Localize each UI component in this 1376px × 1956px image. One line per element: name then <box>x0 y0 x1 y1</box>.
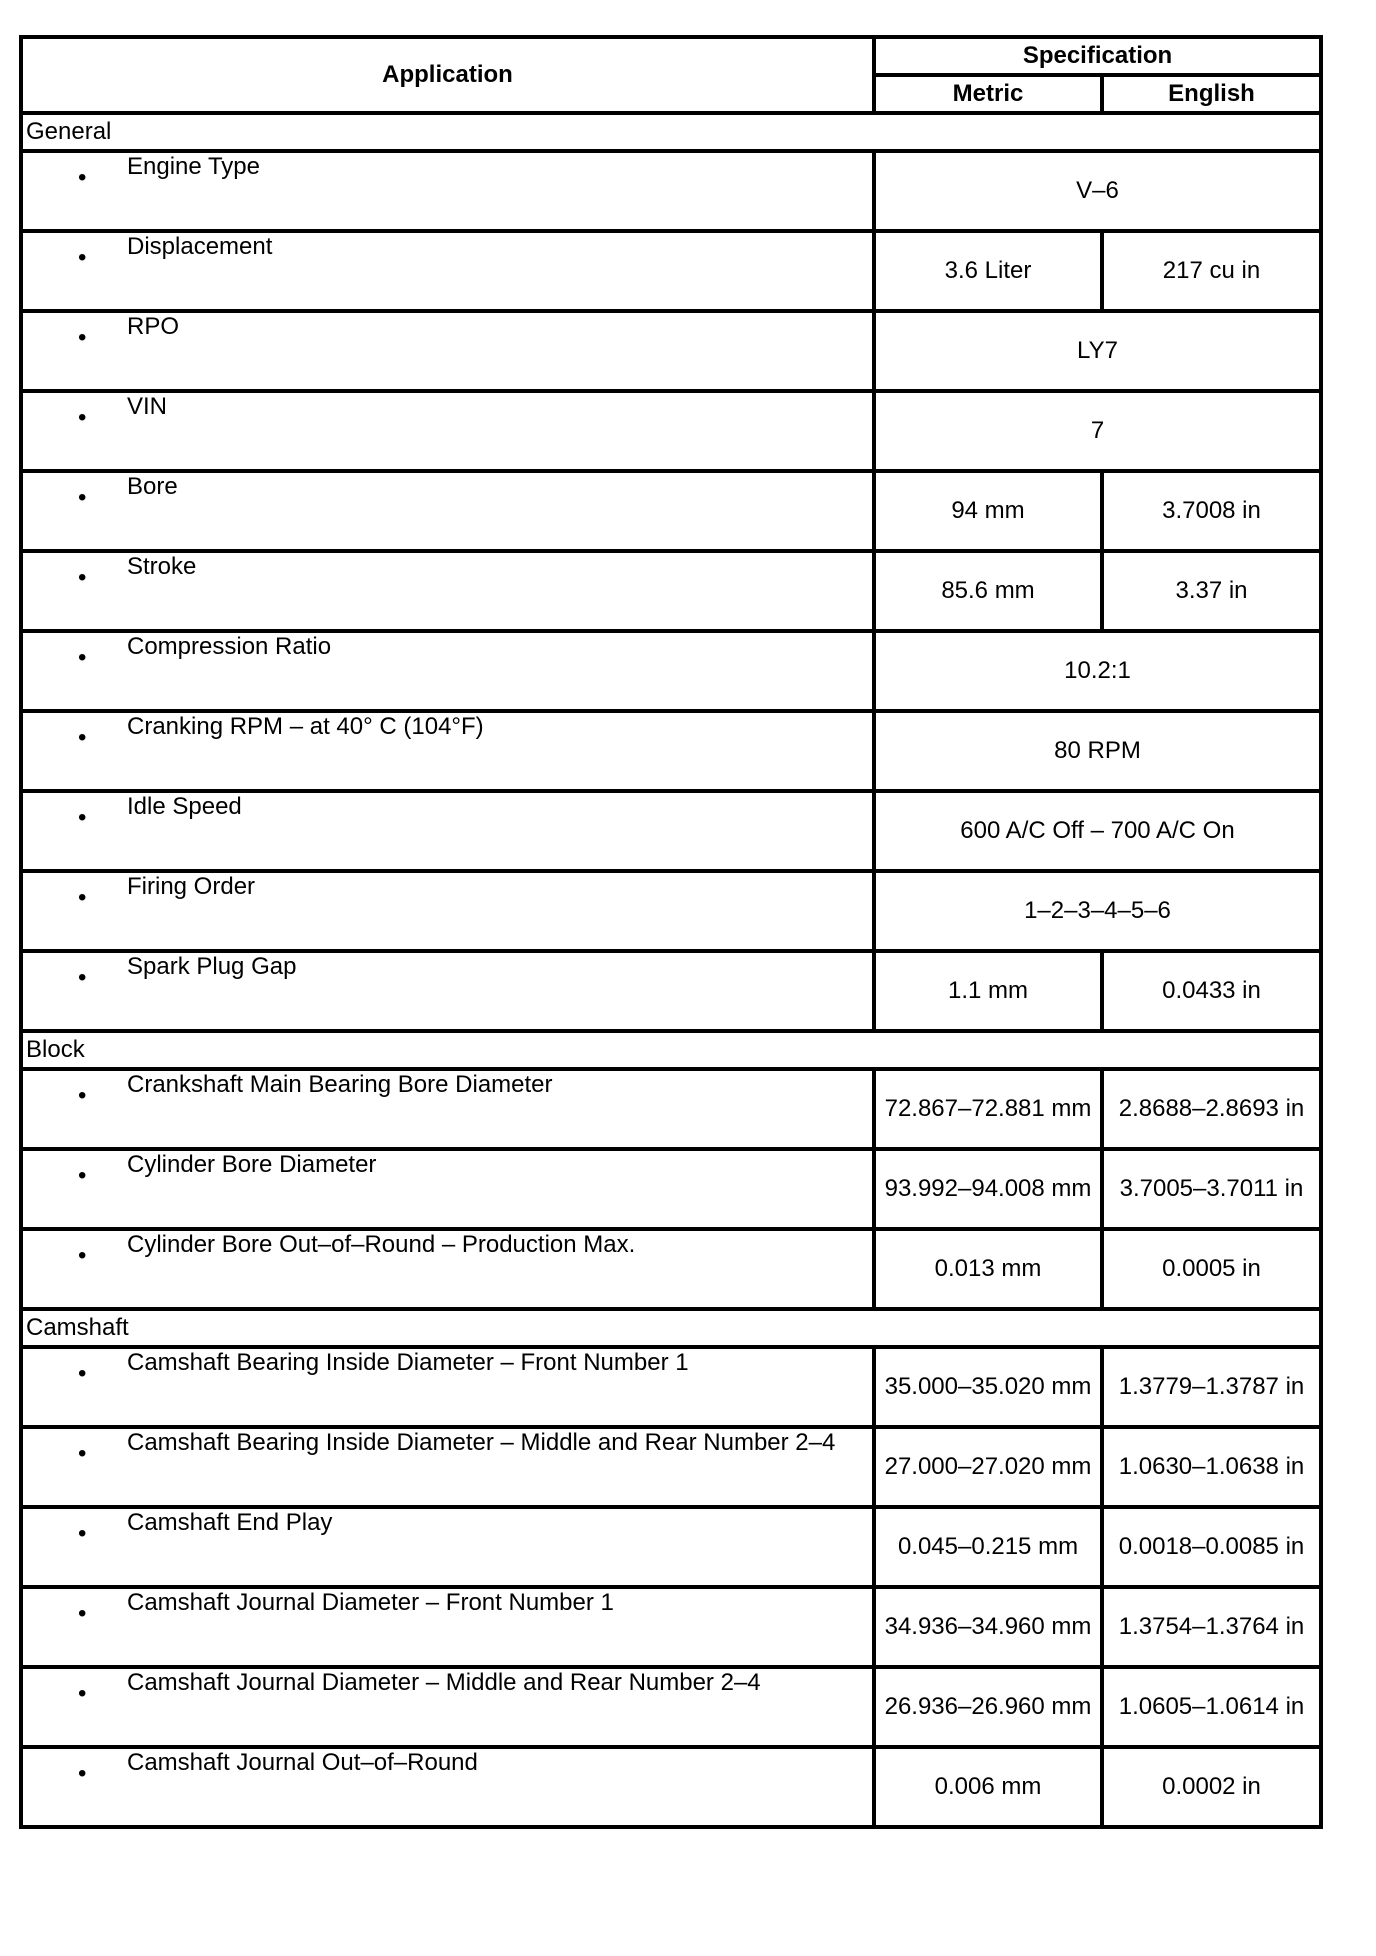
application-cell <box>21 391 874 471</box>
application-cell <box>21 1347 874 1427</box>
application-cell <box>21 951 874 1031</box>
metric-value: 93.992–94.008 mm <box>874 1149 1102 1229</box>
bullet-icon: • <box>78 484 87 511</box>
bullet-icon: • <box>78 964 87 991</box>
bullet-icon: • <box>78 564 87 591</box>
table-row <box>21 311 1321 391</box>
bullet-icon: • <box>78 244 87 271</box>
english-header: English <box>1102 75 1321 113</box>
application-cell <box>21 1229 874 1309</box>
bullet-icon: • <box>78 1242 87 1269</box>
english-value: 0.0018–0.0085 in <box>1102 1507 1321 1587</box>
bullet-icon: • <box>78 1440 87 1467</box>
application-label: Camshaft Bearing Inside Diameter – Middle and Rear Number 2–4 <box>127 1429 836 1456</box>
english-value: 2.8688–2.8693 in <box>1102 1069 1321 1149</box>
english-value: 3.7008 in <box>1102 471 1321 551</box>
application-label: Displacement <box>127 233 273 260</box>
english-value: 1.0605–1.0614 in <box>1102 1667 1321 1747</box>
application-label: VIN <box>127 393 168 420</box>
bullet-icon: • <box>78 804 87 831</box>
application-cell <box>21 791 874 871</box>
bullet-icon: • <box>78 1760 87 1787</box>
application-label: Camshaft Journal Diameter – Middle and Rear Number 2–4 <box>127 1669 761 1696</box>
metric-value: 72.867–72.881 mm <box>874 1069 1102 1149</box>
application-label: Camshaft Bearing Inside Diameter – Front Number 1 <box>127 1349 689 1376</box>
bullet-icon: • <box>78 404 87 431</box>
metric-value: 35.000–35.020 mm <box>874 1347 1102 1427</box>
application-cell <box>21 471 874 551</box>
metric-value: 85.6 mm <box>874 551 1102 631</box>
bullet-icon: • <box>78 1162 87 1189</box>
application-label: Cylinder Bore Diameter <box>127 1151 377 1178</box>
application-cell <box>21 711 874 791</box>
english-value: 217 cu in <box>1102 231 1321 311</box>
application-label: Camshaft Journal Diameter – Front Number 1 <box>127 1589 614 1616</box>
spec-value: 1–2–3–4–5–6 <box>874 871 1321 951</box>
application-cell <box>21 1069 874 1149</box>
metric-value: 0.045–0.215 mm <box>874 1507 1102 1587</box>
application-label: Stroke <box>127 553 197 580</box>
spec-value: 80 RPM <box>874 711 1321 791</box>
application-cell <box>21 1587 874 1667</box>
metric-value: 1.1 mm <box>874 951 1102 1031</box>
application-cell <box>21 631 874 711</box>
application-label: Crankshaft Main Bearing Bore Diameter <box>127 1071 553 1098</box>
application-label: Firing Order <box>127 873 256 900</box>
section-title: Block <box>21 1031 1321 1069</box>
spec-value: 7 <box>874 391 1321 471</box>
table-row <box>21 391 1321 471</box>
table-row <box>21 1069 1321 1149</box>
section-row <box>21 113 1321 151</box>
application-label: Bore <box>127 473 178 500</box>
metric-value: 94 mm <box>874 471 1102 551</box>
bullet-icon: • <box>78 324 87 351</box>
application-cell <box>21 151 874 231</box>
english-value: 0.0005 in <box>1102 1229 1321 1309</box>
table-row <box>21 151 1321 231</box>
metric-value: 0.006 mm <box>874 1747 1102 1827</box>
table-row <box>21 1507 1321 1587</box>
bullet-icon: • <box>78 884 87 911</box>
english-value: 1.0630–1.0638 in <box>1102 1427 1321 1507</box>
table-row <box>21 1347 1321 1427</box>
metric-value: 26.936–26.960 mm <box>874 1667 1102 1747</box>
english-value: 1.3779–1.3787 in <box>1102 1347 1321 1427</box>
bullet-icon: • <box>78 1600 87 1627</box>
metric-header: Metric <box>874 75 1102 113</box>
application-label: Engine Type <box>127 153 260 180</box>
section-row <box>21 1031 1321 1069</box>
application-label: Spark Plug Gap <box>127 953 297 980</box>
bullet-icon: • <box>78 164 87 191</box>
bullet-icon: • <box>78 1360 87 1387</box>
application-cell <box>21 1667 874 1747</box>
english-value: 0.0433 in <box>1102 951 1321 1031</box>
bullet-icon: • <box>78 724 87 751</box>
english-value: 3.7005–3.7011 in <box>1102 1149 1321 1229</box>
spec-value: 600 A/C Off – 700 A/C On <box>874 791 1321 871</box>
application-label: RPO <box>127 313 180 340</box>
table-row <box>21 631 1321 711</box>
engine-spec-table <box>19 35 1323 1829</box>
application-label: Compression Ratio <box>127 633 332 660</box>
application-label: Camshaft Journal Out–of–Round <box>127 1749 478 1776</box>
table-row <box>21 231 1321 311</box>
metric-value: 3.6 Liter <box>874 231 1102 311</box>
application-cell <box>21 1747 874 1827</box>
table-row <box>21 471 1321 551</box>
bullet-icon: • <box>78 1680 87 1707</box>
application-cell <box>21 551 874 631</box>
english-value: 3.37 in <box>1102 551 1321 631</box>
application-cell <box>21 311 874 391</box>
application-label: Camshaft End Play <box>127 1509 333 1536</box>
table-row <box>21 1427 1321 1507</box>
table-row <box>21 1667 1321 1747</box>
application-label: Idle Speed <box>127 793 242 820</box>
table-row <box>21 791 1321 871</box>
application-header: Application <box>21 37 874 113</box>
specification-header: Specification <box>874 37 1321 75</box>
bullet-icon: • <box>78 1082 87 1109</box>
application-label: Cranking RPM – at 40° C (104°F) <box>127 713 484 740</box>
section-title: General <box>21 113 1321 151</box>
spec-value: V–6 <box>874 151 1321 231</box>
application-cell <box>21 871 874 951</box>
application-label: Cylinder Bore Out–of–Round – Production Max. <box>127 1231 636 1258</box>
application-cell <box>21 231 874 311</box>
metric-value: 0.013 mm <box>874 1229 1102 1309</box>
table-row <box>21 1149 1321 1229</box>
table-row <box>21 871 1321 951</box>
metric-value: 27.000–27.020 mm <box>874 1427 1102 1507</box>
bullet-icon: • <box>78 1520 87 1547</box>
application-cell <box>21 1427 874 1507</box>
table-row <box>21 551 1321 631</box>
table-row <box>21 1229 1321 1309</box>
application-cell <box>21 1149 874 1229</box>
spec-value: 10.2:1 <box>874 631 1321 711</box>
application-cell <box>21 1507 874 1587</box>
spec-value: LY7 <box>874 311 1321 391</box>
table-row <box>21 951 1321 1031</box>
english-value: 0.0002 in <box>1102 1747 1321 1827</box>
metric-value: 34.936–34.960 mm <box>874 1587 1102 1667</box>
bullet-icon: • <box>78 644 87 671</box>
section-title: Camshaft <box>21 1309 1321 1347</box>
table-row <box>21 1587 1321 1667</box>
table-row <box>21 711 1321 791</box>
spec-body <box>21 113 1321 1827</box>
table-row <box>21 1747 1321 1827</box>
english-value: 1.3754–1.3764 in <box>1102 1587 1321 1667</box>
section-row <box>21 1309 1321 1347</box>
